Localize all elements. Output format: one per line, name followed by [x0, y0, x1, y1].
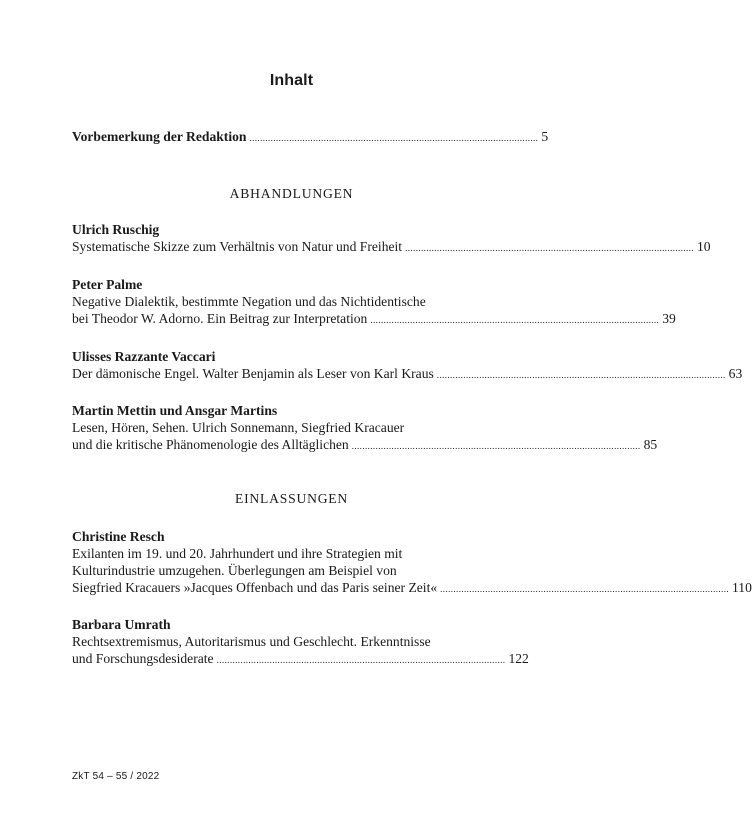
journal-footer: ZkT 54 – 55 / 2022 [72, 771, 160, 782]
entry-author: Christine Resch [72, 529, 165, 544]
entry-title-line: Lesen, Hören, Sehen. Ulrich Sonnemann, Siegfried Kracauer [72, 420, 405, 435]
entry-title-line: Exilanten im 19. und 20. Jahrhundert und ihre Strategien mit [72, 546, 403, 561]
preface-entry [72, 128, 549, 147]
entry-title-line: und die kritische Phänomenologie des Alltäglichen ............................................................................................................. 85 [72, 436, 504, 455]
leader-dots: ............................................................................................................. [216, 655, 506, 665]
entry-title-line: Siegfried Kracauers »Jacques Offenbach und das Paris seiner Zeit« ............................................................................................................. 110 [72, 579, 504, 598]
page-number: 10 [696, 239, 711, 254]
page-number: 63 [728, 366, 743, 381]
leader-dots: ............................................................................................................. [351, 441, 641, 451]
entry-author: Peter Palme [72, 277, 143, 292]
preface-title: Vorbemerkung der Redaktion [72, 129, 247, 144]
page-number: 5 [541, 129, 549, 144]
leader-dots: ............................................................................................................. [370, 315, 660, 325]
leader-dots: ............................................................................................................. [436, 370, 726, 380]
leader-dots: ............................................................................................................. [249, 133, 539, 143]
section-heading-abhandlungen: ABHANDLUNGEN [229, 186, 354, 201]
entry-title-line: Systematische Skizze zum Verhältnis von Natur und Freiheit ............................................................................................................. 10 [72, 238, 504, 257]
entry-title-line: bei Theodor W. Adorno. Ein Beitrag zur Interpretation ............................................................................................................. 39 [72, 310, 504, 329]
entry-title-line: und Forschungsdesiderate ............................................................................................................. 122 [72, 650, 504, 669]
entry-title-line: Kulturindustrie umzugehen. Überlegungen am Beispiel von [72, 563, 397, 578]
entry-title-line: Negative Dialektik, bestimmte Negation und das Nichtidentische [72, 294, 426, 309]
page-number: 85 [643, 437, 658, 452]
entry-title-line: Der dämonische Engel. Walter Benjamin als Leser von Karl Kraus ............................................................................................................. 63 [72, 365, 504, 384]
entry-author: Ulisses Razzante Vaccari [72, 349, 216, 364]
entry-title-line: Rechtsextremismus, Autoritarismus und Geschlecht. Erkenntnisse [72, 634, 431, 649]
section-heading-einlassungen: EINLASSUNGEN [234, 491, 349, 506]
leader-dots: ............................................................................................................. [405, 243, 694, 253]
leader-dots: ............................................................................................................. [440, 584, 729, 594]
page-number: 122 [508, 651, 529, 666]
page-number: 39 [662, 311, 676, 326]
entry-author: Ulrich Ruschig [72, 222, 160, 237]
page-title: Inhalt [269, 72, 314, 89]
entry-author: Barbara Umrath [72, 617, 171, 632]
entry-author: Martin Mettin und Ansgar Martins [72, 403, 278, 418]
page-number: 110 [732, 580, 752, 595]
